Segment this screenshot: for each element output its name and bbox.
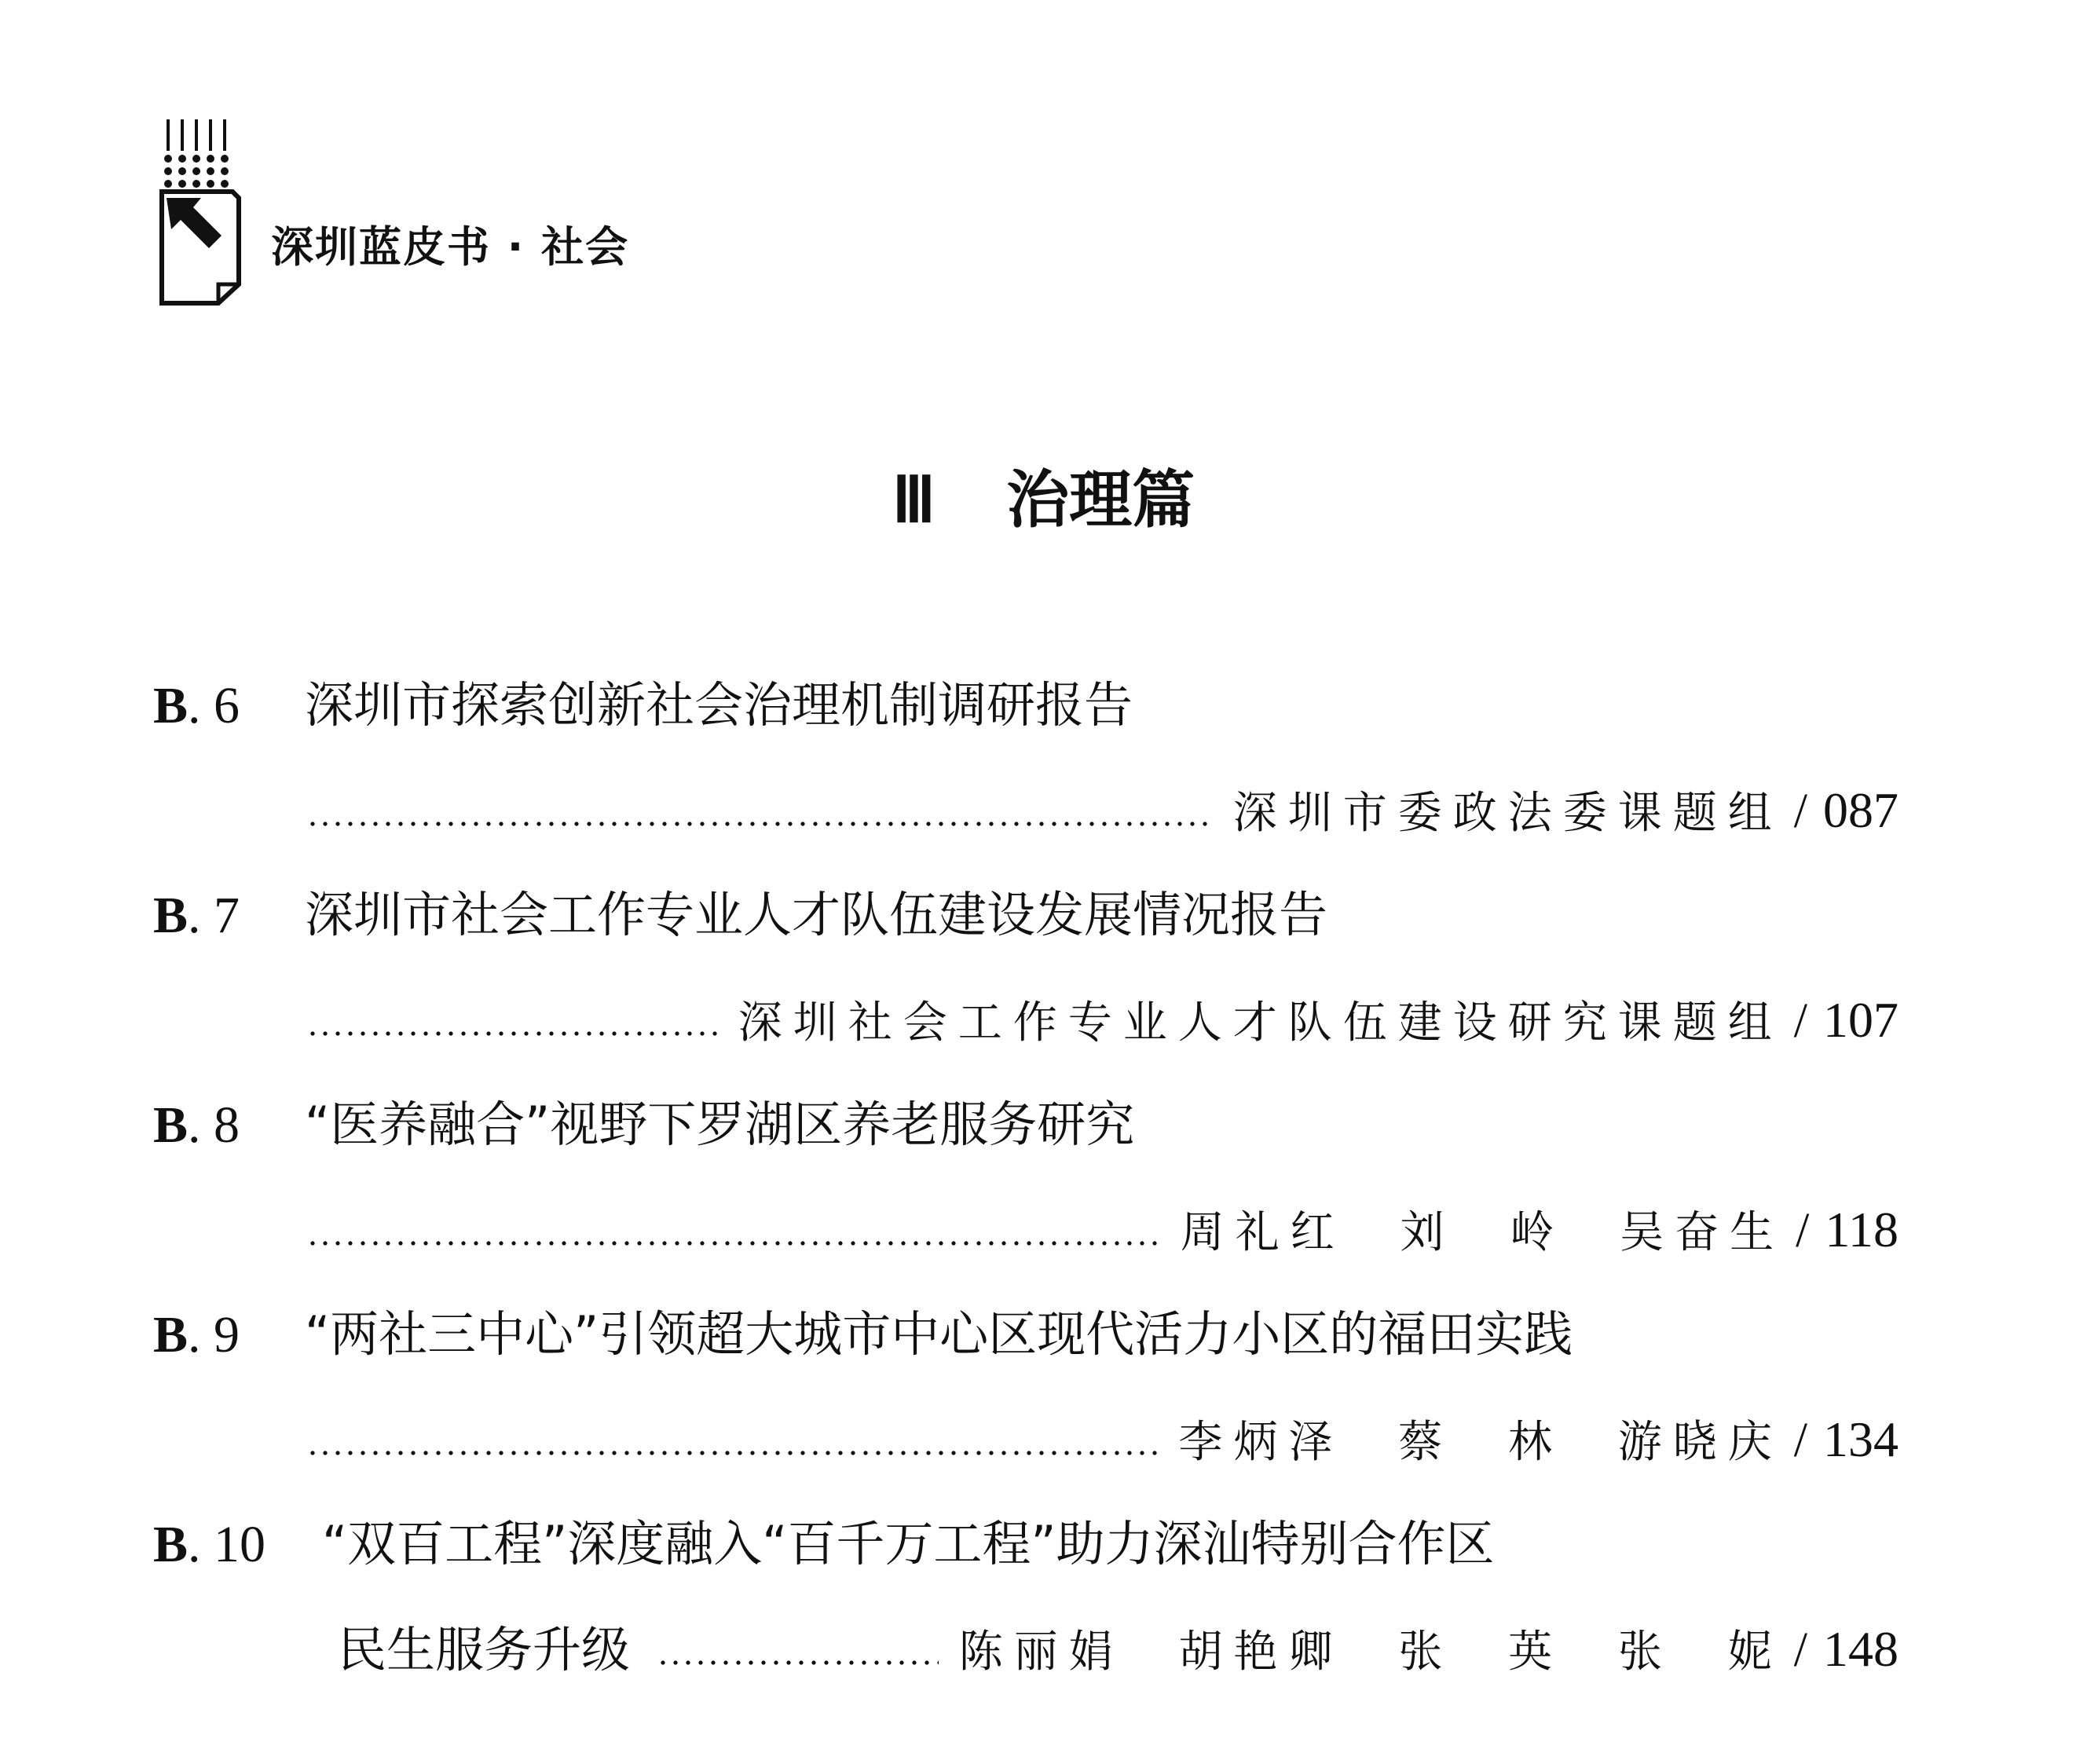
entry-authors: 深圳市委政法委课题组 bbox=[1232, 788, 1783, 839]
series-title: 深圳蓝皮书 · 社会 bbox=[271, 222, 630, 272]
toc-entry-title[interactable]: 深圳市探索创新社会治理机制调研报告 bbox=[305, 676, 1133, 734]
entry-authors: 深圳社会工作专业人才队伍建设研究课题组 bbox=[738, 997, 1783, 1049]
entry-authors: 李炳泽 蔡 林 游晓庆 bbox=[1178, 1417, 1783, 1468]
toc-entry-byline bbox=[306, 1621, 1898, 1678]
page-separator: / bbox=[1793, 1414, 1807, 1467]
page-separator: / bbox=[1796, 1204, 1810, 1257]
page-number[interactable]: 107 bbox=[1823, 992, 1898, 1048]
toc-entry-title[interactable]: “医养融合”视野下罗湖区养老服务研究 bbox=[305, 1096, 1135, 1153]
dot-leader bbox=[306, 820, 1213, 828]
dot-leader bbox=[306, 1030, 718, 1038]
toc-entry-byline bbox=[306, 1411, 1898, 1468]
page-separator: / bbox=[1793, 994, 1807, 1048]
dot-leader bbox=[657, 1659, 939, 1667]
page-number[interactable]: 087 bbox=[1823, 782, 1898, 838]
entry-code: B. 8 bbox=[153, 1096, 240, 1154]
page-number[interactable]: 148 bbox=[1823, 1621, 1898, 1677]
entry-code: B. 10 bbox=[153, 1516, 266, 1573]
page-separator: / bbox=[1793, 1623, 1807, 1677]
page-separator: / bbox=[1793, 785, 1807, 838]
page-number[interactable]: 134 bbox=[1823, 1411, 1898, 1467]
dot-leader bbox=[306, 1449, 1158, 1457]
toc-entry-title[interactable]: “两社三中心”引领超大城市中心区现代活力小区的福田实践 bbox=[305, 1305, 1573, 1363]
blue-book-logo-icon bbox=[157, 110, 243, 306]
entry-authors: 周礼红 刘 岭 吴奋生 bbox=[1180, 1207, 1785, 1258]
entry-authors: 陈丽娟 胡艳卿 张 英 张 妮 bbox=[958, 1627, 1783, 1678]
page-number[interactable]: 118 bbox=[1825, 1202, 1898, 1257]
toc-entry-title-continuation[interactable]: 民生服务升级 bbox=[338, 1621, 631, 1678]
toc-entry-byline bbox=[306, 992, 1898, 1049]
toc-entry-title[interactable]: “双百工程”深度融入“百千万工程”助力深汕特别合作区 bbox=[322, 1515, 1495, 1572]
part-heading bbox=[0, 463, 2087, 536]
part-title: 治理篇 bbox=[1006, 463, 1195, 536]
entry-code: B. 6 bbox=[153, 677, 240, 734]
toc-entry-byline bbox=[306, 1202, 1898, 1258]
dot-leader bbox=[306, 1239, 1160, 1247]
toc-entry-byline bbox=[306, 782, 1898, 839]
entry-code: B. 9 bbox=[153, 1306, 240, 1363]
part-numeral: Ⅲ bbox=[892, 467, 936, 536]
toc-entry-title[interactable]: 深圳市社会工作专业人才队伍建设发展情况报告 bbox=[305, 886, 1328, 943]
entry-code: B. 7 bbox=[153, 887, 240, 944]
